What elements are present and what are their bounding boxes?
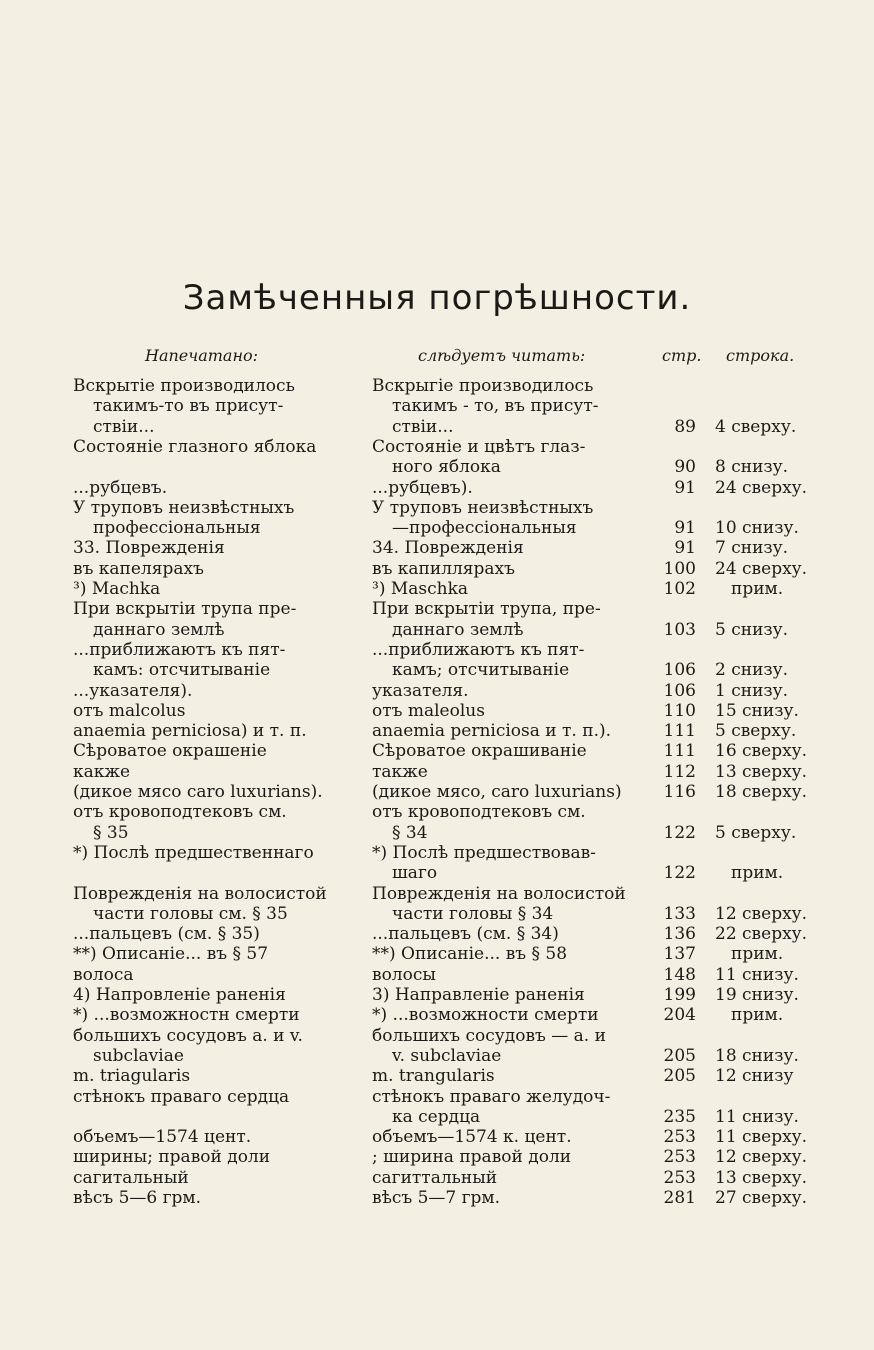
correct-line: 3) Направленіе раненія — [372, 985, 585, 1005]
printed-line: большихъ сосудовъ a. и v. — [73, 1025, 303, 1046]
column-headers — [0, 346, 874, 368]
printed-line — [73, 1107, 353, 1127]
correct-text — [372, 1066, 652, 1086]
line-reference: 12 снизу — [715, 1066, 794, 1087]
printed-line: въ капелярахъ — [73, 558, 204, 579]
printed-text — [73, 1147, 353, 1167]
printed-text — [73, 437, 353, 478]
line-reference: 13 сверху. — [715, 761, 808, 782]
correct-text — [372, 965, 652, 985]
correct-text — [372, 376, 652, 437]
printed-text — [73, 376, 353, 437]
errata-row — [0, 721, 874, 741]
page-number: 112 — [663, 761, 696, 782]
line-reference: 1 снизу. — [715, 680, 789, 701]
printed-line: § 35 — [93, 822, 129, 843]
correct-line: отъ maleolus — [372, 700, 485, 721]
page-number: 253 — [663, 1167, 696, 1188]
errata-row — [0, 884, 874, 925]
printed-line — [73, 457, 353, 477]
printed-line: ...приближаютъ къ пят- — [73, 639, 286, 660]
correct-line: ного яблока — [392, 457, 501, 478]
correct-line: m. trangularis — [372, 1066, 495, 1087]
correct-text — [372, 579, 652, 599]
printed-line: сагитальный — [73, 1167, 189, 1188]
printed-line: ...пальцевъ (см. § 35) — [73, 924, 260, 945]
printed-line: *) ...возможностн смерти — [73, 1005, 300, 1026]
correct-text — [372, 985, 652, 1005]
correct-line: указателя. — [372, 680, 469, 701]
printed-line: отъ malcolus — [73, 700, 186, 721]
correct-line: *) Послѣ предшествовав- — [372, 842, 596, 863]
correct-line: Поврежденія на волосистой — [372, 883, 626, 904]
correct-line: *) ...возможности смерти — [372, 1005, 599, 1026]
printed-text — [73, 1127, 353, 1147]
errata-row — [0, 802, 874, 843]
correct-line: ка сердца — [392, 1106, 481, 1127]
printed-text — [73, 762, 353, 782]
errata-row — [0, 1127, 874, 1147]
page-number: 148 — [663, 964, 696, 985]
correct-text — [372, 924, 652, 944]
correct-line: ...пальцевъ (см. § 34) — [372, 924, 559, 945]
correct-text — [372, 1168, 652, 1188]
printed-line: m. triagularis — [73, 1066, 191, 1087]
correct-line: 34. Поврежденія — [372, 538, 524, 559]
errata-row — [0, 376, 874, 437]
page-number: 199 — [663, 985, 696, 1005]
line-reference: прим. — [731, 863, 784, 884]
correct-line: ...рубцевъ). — [372, 477, 473, 498]
errata-row — [0, 538, 874, 558]
printed-text — [73, 579, 353, 599]
printed-text — [73, 965, 353, 985]
errata-row — [0, 1066, 874, 1086]
line-reference: 8 снизу. — [715, 457, 789, 478]
page-number: 122 — [663, 863, 696, 884]
correct-line: —профессіональныя — [392, 518, 577, 539]
correct-text — [372, 478, 652, 498]
errata-row — [0, 965, 874, 985]
errata-row — [0, 559, 874, 579]
correct-line: При вскрытіи трупа, пре- — [372, 599, 601, 620]
correct-line: ; ширина правой доли — [372, 1147, 572, 1168]
page-number: 111 — [663, 741, 696, 762]
printed-text — [73, 741, 353, 761]
printed-line: волоса — [73, 964, 134, 985]
correct-line: отъ кровоподтековъ см. — [372, 802, 586, 823]
printed-line: ствіи... — [93, 416, 155, 437]
page-number: 205 — [663, 1045, 696, 1066]
printed-line: **) Описаніе... въ § 57 — [73, 944, 269, 965]
printed-text — [73, 802, 353, 843]
line-reference: 12 сверху. — [715, 903, 808, 924]
errata-row — [0, 924, 874, 944]
correct-line: § 34 — [392, 822, 428, 843]
printed-line: такимъ-то въ присут- — [93, 396, 284, 417]
errata-row — [0, 579, 874, 599]
page-number: 90 — [674, 457, 696, 478]
correct-text — [372, 741, 652, 761]
printed-text — [73, 640, 353, 681]
correct-line: v. subclaviae — [392, 1045, 502, 1066]
errata-row — [0, 1147, 874, 1167]
printed-text — [73, 1188, 353, 1208]
line-reference: 19 снизу. — [715, 985, 799, 1005]
printed-line: отъ кровоподтековъ см. — [73, 802, 287, 823]
correct-line: волосы — [372, 964, 436, 985]
errata-row — [0, 681, 874, 701]
correct-line: вѣсъ 5—7 грм. — [372, 1188, 501, 1208]
line-reference: 4 сверху. — [715, 416, 797, 437]
printed-text — [73, 944, 353, 964]
printed-text — [73, 1168, 353, 1188]
errata-row — [0, 1005, 874, 1025]
correct-line: **) Описаніе... въ § 58 — [372, 944, 568, 965]
line-reference: прим. — [731, 1005, 784, 1026]
line-reference: 24 сверху. — [715, 558, 808, 579]
page-number: 103 — [663, 619, 696, 640]
page-number: 89 — [674, 416, 696, 437]
printed-text — [73, 884, 353, 925]
printed-text — [73, 721, 353, 741]
correct-text — [372, 884, 652, 925]
errata-row — [0, 437, 874, 478]
page-number: 253 — [663, 1127, 696, 1148]
correct-line: ³) Maschka — [372, 579, 469, 599]
correct-text — [372, 437, 652, 478]
printed-line — [73, 863, 353, 883]
page-number: 122 — [663, 822, 696, 843]
correct-text — [372, 599, 652, 640]
line-reference: 7 снизу. — [715, 538, 789, 559]
printed-text — [73, 478, 353, 498]
correct-line: такимъ - то, въ присут- — [392, 396, 599, 417]
line-reference: 11 снизу. — [715, 964, 799, 985]
errata-row — [0, 498, 874, 539]
line-reference: 12 сверху. — [715, 1147, 808, 1168]
printed-line: 33. Поврежденія — [73, 538, 225, 559]
errata-row — [0, 1026, 874, 1067]
correct-line: Состояніе и цвѣтъ глаз- — [372, 436, 586, 457]
line-reference: 18 сверху. — [715, 782, 808, 802]
page-number: 204 — [663, 1005, 696, 1026]
printed-text — [73, 538, 353, 558]
correct-line: ствіи... — [392, 416, 454, 437]
printed-line: ³) Machka — [73, 579, 161, 599]
correct-text — [372, 1087, 652, 1128]
printed-line: ...рубцевъ. — [73, 477, 168, 498]
page-number: 235 — [663, 1106, 696, 1127]
page-number: 116 — [663, 782, 696, 802]
page-number: 136 — [663, 924, 696, 945]
page-number: 91 — [674, 518, 696, 539]
page-number: 102 — [663, 579, 696, 599]
correct-line: камъ; отсчитываніе — [392, 660, 570, 681]
page-number: 106 — [663, 660, 696, 681]
printed-line: *) Послѣ предшественнаго — [73, 842, 314, 863]
page-number: 91 — [674, 477, 696, 498]
correct-line: даннаго землѣ — [392, 619, 524, 640]
printed-line: камъ: отсчитываніе — [93, 660, 271, 681]
printed-text — [73, 701, 353, 721]
errata-row — [0, 782, 874, 802]
errata-row — [0, 1188, 874, 1208]
correct-line: объемъ—1574 к. цент. — [372, 1127, 572, 1148]
printed-line: ...указателя). — [73, 680, 193, 701]
printed-line: При вскрытіи трупа пре- — [73, 599, 297, 620]
correct-text — [372, 538, 652, 558]
correct-line: Сѣроватое окрашиваніе — [372, 741, 587, 762]
header-page: стр. — [662, 346, 702, 365]
line-reference: 5 сверху. — [715, 721, 797, 742]
page-number: 100 — [663, 558, 696, 579]
correct-text — [372, 1127, 652, 1147]
errata-row — [0, 640, 874, 681]
correct-text — [372, 559, 652, 579]
line-reference: 11 снизу. — [715, 1106, 799, 1127]
errata-row — [0, 478, 874, 498]
page-title: Замѣченныя погрѣшности. — [182, 278, 692, 318]
correct-text — [372, 721, 652, 741]
printed-text — [73, 599, 353, 640]
printed-line: ширины; правой доли — [73, 1147, 271, 1168]
printed-text — [73, 559, 353, 579]
correct-text — [372, 681, 652, 701]
line-reference: 2 снизу. — [715, 660, 789, 681]
correct-text — [372, 701, 652, 721]
correct-text — [372, 944, 652, 964]
printed-text — [73, 1026, 353, 1067]
printed-line: части головы см. § 35 — [93, 903, 288, 924]
printed-text — [73, 924, 353, 944]
line-reference: прим. — [731, 944, 784, 965]
printed-text — [73, 498, 353, 539]
printed-line: какже — [73, 761, 131, 782]
errata-row — [0, 843, 874, 884]
errata-row — [0, 599, 874, 640]
printed-line: объемъ—1574 цент. — [73, 1127, 252, 1148]
header-printed: Напечатано: — [145, 346, 259, 365]
page-number: 281 — [663, 1188, 696, 1208]
printed-text — [73, 681, 353, 701]
header-should-read: слѣдуетъ читать: — [418, 346, 586, 365]
line-reference: 5 снизу. — [715, 619, 789, 640]
correct-text — [372, 1188, 652, 1208]
line-reference: 13 сверху. — [715, 1167, 808, 1188]
errata-row — [0, 1087, 874, 1128]
page-number: 253 — [663, 1147, 696, 1168]
line-reference: 10 снизу. — [715, 518, 799, 539]
line-reference: 24 сверху. — [715, 477, 808, 498]
printed-line: Вскрытіе производилось — [73, 376, 295, 396]
page-number: 205 — [663, 1066, 696, 1087]
printed-text — [73, 782, 353, 802]
correct-text — [372, 762, 652, 782]
line-reference: 16 сверху. — [715, 741, 808, 762]
printed-line: стѣнокъ праваго сердца — [73, 1086, 290, 1107]
correct-text — [372, 843, 652, 884]
errata-row — [0, 762, 874, 782]
correct-line: Вскрыгіе производилось — [372, 376, 594, 396]
line-reference: 11 сверху. — [715, 1127, 808, 1148]
correct-line: У труповъ неизвѣстныхъ — [372, 497, 594, 518]
correct-line: стѣнокъ праваго желудоч- — [372, 1086, 611, 1107]
printed-line: Поврежденія на волосистой — [73, 883, 327, 904]
printed-line: вѣсъ 5—6 грм. — [73, 1188, 202, 1208]
errata-row — [0, 741, 874, 761]
line-reference: 27 сверху. — [715, 1188, 808, 1208]
printed-text — [73, 985, 353, 1005]
printed-line: профессіональныя — [93, 518, 261, 539]
printed-text — [73, 843, 353, 884]
correct-line: большихъ сосудовъ — a. и — [372, 1025, 606, 1046]
errata-row — [0, 944, 874, 964]
correct-text — [372, 1005, 652, 1025]
correct-line: anaemia pernіciosa и т. п.). — [372, 721, 612, 742]
errata-row — [0, 701, 874, 721]
printed-line: У труповъ неизвѣстныхъ — [73, 497, 295, 518]
printed-line: Состояніе глазного яблока — [73, 436, 317, 457]
page-number: 110 — [663, 700, 696, 721]
line-reference: 22 сверху. — [715, 924, 808, 945]
correct-text — [372, 802, 652, 843]
page-number: 106 — [663, 680, 696, 701]
correct-line: въ капиллярахъ — [372, 558, 515, 579]
correct-line: также — [372, 761, 428, 782]
printed-line: даннаго землѣ — [93, 619, 225, 640]
correct-text — [372, 498, 652, 539]
line-reference: 18 снизу. — [715, 1045, 799, 1066]
correct-line: сагиттальный — [372, 1167, 498, 1188]
printed-text — [73, 1087, 353, 1128]
printed-text — [73, 1066, 353, 1086]
page-number: 133 — [663, 903, 696, 924]
printed-line: subclaviae — [93, 1045, 184, 1066]
correct-text — [372, 1026, 652, 1067]
errata-row — [0, 1168, 874, 1188]
printed-line: (дикое мясо caro luxurians). — [73, 782, 323, 802]
correct-line: части головы § 34 — [392, 903, 554, 924]
printed-line: anaemia pernіciosa) и т. п. — [73, 721, 307, 742]
errata-row — [0, 985, 874, 1005]
printed-line: 4) Напровленіе раненія — [73, 985, 286, 1005]
correct-line: шаго — [392, 863, 438, 884]
header-line: строка. — [726, 346, 795, 365]
page-number: 137 — [663, 944, 696, 965]
correct-text — [372, 782, 652, 802]
correct-text — [372, 640, 652, 681]
printed-line: Сѣроватое окрашеніе — [73, 741, 267, 762]
correct-text — [372, 1147, 652, 1167]
printed-text — [73, 1005, 353, 1025]
correct-line: (дикое мясо, caro luxurians) — [372, 782, 622, 802]
page-number: 111 — [663, 721, 696, 742]
line-reference: прим. — [731, 579, 784, 599]
page-number: 91 — [674, 538, 696, 559]
correct-line: ...приближаютъ къ пят- — [372, 639, 585, 660]
line-reference: 15 снизу. — [715, 700, 799, 721]
line-reference: 5 сверху. — [715, 822, 797, 843]
